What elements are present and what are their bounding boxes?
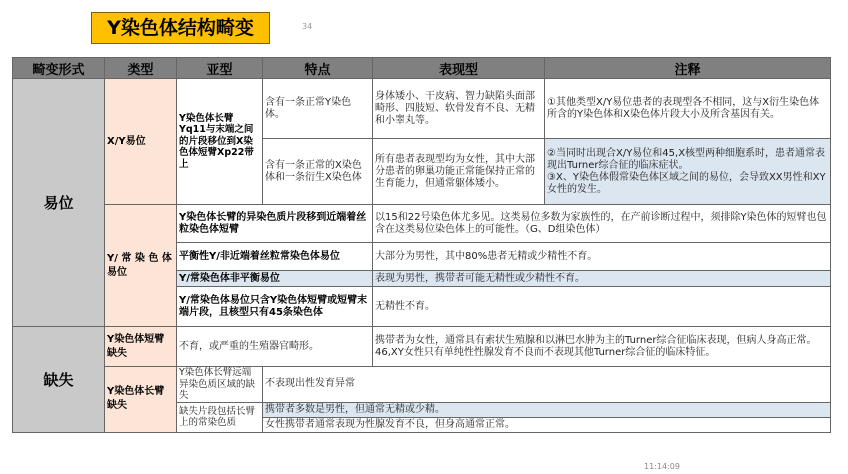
table-row	[13, 205, 831, 243]
header-phenotype: 表现型	[373, 58, 545, 79]
feature-xy-2: 含有一条正常的X染色体和一条衍生X染色体	[263, 139, 373, 205]
feature-xy-1: 含有一条正常Y染色体。	[263, 79, 373, 139]
header-subtype: 亚型	[177, 58, 263, 79]
notes-xy-3-line: ③X、Y染色体假常染色体区域之间的易位，会导致XX男性和XY女性的发生。	[547, 171, 826, 195]
phenotype-xy-1: 身体矮小、干皮病、智力缺陷头面部畸形、四肢短、软骨发育不良、无精和小睾丸等。	[373, 79, 545, 139]
type-long-arm-deletion: Y染色体长臂缺失	[105, 367, 177, 433]
type-short-arm-deletion: Y染色体短臂缺失	[105, 327, 177, 367]
phenotype-short-arm	[373, 327, 831, 367]
subtype-y-auto-1: Y染色体长臂的异染色质片段移到近端着丝粒染色体短臂	[177, 205, 373, 243]
phenotype-y-auto-3: 表现为男性，携带者可能无精性或少精性不育。	[373, 271, 831, 287]
notes-xy-2-line: ②当同时出现合X/Y易位和45,X核型两种细胞系时，患者通常表现出Turner综合征的临床症状。	[547, 147, 826, 171]
type-xy-translocation: X/Y易位	[105, 79, 177, 205]
category-deletion: 缺失	[13, 327, 105, 433]
subtype-xy: Y染色体长臂Yq11与末端之间的片段移位到X染色体短臂Xp22带上	[177, 79, 263, 205]
header-row	[13, 58, 831, 79]
subtype-long-arm-1: Y染色体长臂远端异染色质区域的缺失	[177, 367, 263, 403]
page-number: 34	[302, 22, 313, 31]
type-y-autosome-translocation: Y/ 常 染 色 体易位	[105, 205, 177, 327]
page-title: Y染色体结构畸变	[91, 12, 270, 44]
phenotype-long-arm-2b: 女性携带者通常表现为性腺发育不良，但身高通常正常。	[263, 417, 831, 432]
notes-xy-2	[545, 139, 831, 205]
table-row	[13, 327, 831, 367]
notes-xy-1: ①其他类型X/Y易位患者的表现型各不相同，这与X衍生染色体所含的Y染色体和X染色体片段大小及所含基因有关。	[545, 79, 831, 139]
subtype-y-auto-3: Y/常染色体非平衡易位	[177, 271, 373, 287]
header-notes: 注释	[545, 58, 831, 79]
phenotype-long-arm-1: 不表现出性发育异常	[263, 367, 831, 403]
table-row	[13, 367, 831, 403]
chromosome-aberration-table	[12, 57, 831, 433]
phenotype-y-auto-1: 以15和22号染色体尤多见。这类易位多数为家族性的，在产前诊断过程中，须排除Y染色体的短臂也包含在这类易位染色体上的可能性。（G、D组染色体）	[373, 205, 831, 243]
subtype-long-arm-2: 缺失片段包括长臂上的常染色质	[177, 402, 263, 432]
phenotype-short-arm-1: 携带者为女性，通常具有索状生殖腺和以淋巴水肿为主的Turner综合征临床表现，但病人身高正常。	[375, 334, 817, 346]
phenotype-long-arm-2a: 携带者多数是男性，但通常无精或少精。	[263, 402, 831, 417]
phenotype-y-auto-2: 大部分为男性，其中80%患者无精或少精性不育。	[373, 243, 831, 271]
feature-short-arm: 不育，或严重的生殖器官畸形。	[177, 327, 373, 367]
phenotype-short-arm-2: 46,XY女性只有单纯性性腺发育不良而不表现其他Turner综合征的临床特征。	[375, 346, 716, 358]
subtype-y-auto-4: Y/常染色体易位只含Y染色体短臂或短臂末端片段，且核型只有45条染色体	[177, 287, 373, 327]
table-row	[13, 79, 831, 139]
phenotype-y-auto-4: 无精性不育。	[373, 287, 831, 327]
header-type: 类型	[105, 58, 177, 79]
header-feature: 特点	[263, 58, 373, 79]
header-aberration-form: 畸变形式	[13, 58, 105, 79]
subtype-y-auto-2: 平衡性Y/非近端着丝粒常染色体易位	[177, 243, 373, 271]
timestamp: 11:14:09	[644, 462, 680, 471]
phenotype-xy-2: 所有患者表现型均为女性，其中大部分患者的卵巢功能正常能保持正常的生育能力，但通常躯体矮小。	[373, 139, 545, 205]
category-translocation: 易位	[13, 79, 105, 327]
